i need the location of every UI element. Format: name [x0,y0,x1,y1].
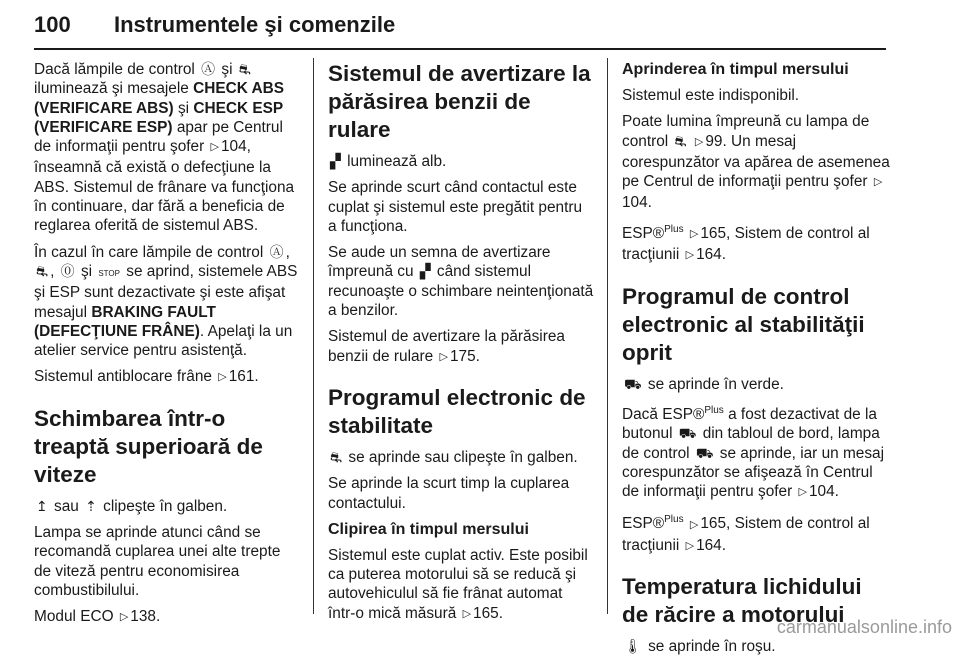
paragraph: În cazul în care lămpile de control Ⓐ , ⛐ , ⓪ şi STOP se aprind, sistemele ABS şi ESP sunt dezactivate şi este afişat mesajul BRAKING FAULT (DEFECŢIUNE FRÂNE). Apelaţi la un atelier service pentru asistenţă. [34,243,298,360]
paragraph: Sistemul de avertizare la părăsirea benzii de rulare ▷ 175. [328,327,594,368]
paragraph: Se aprinde scurt când contactul este cuplat şi sistemul este pregătit pentru a funcţiona. [328,179,583,235]
section-heading: Sistemul de avertizare la părăsirea benzii de rulare [328,61,591,142]
subsection-heading: Aprinderea în timpul mersului [622,61,849,78]
paragraph: ⛟ se aprinde în verde. [624,375,784,393]
esp-icon: ⛐ [36,262,49,279]
lane-departure-icon: ▞ [330,153,341,169]
esp-off-icon: ⛟ [624,375,642,392]
paragraph: ESP®$^{Plus}$ ▷ 165, Sistem de control al tracţiunii ▷ 164. [622,220,890,267]
esp-off-icon: ⛟ [695,444,714,461]
esp-icon: ⛐ [674,132,687,149]
page-number: 100 [34,12,71,37]
column-2 [328,60,594,632]
paragraph: Sistemul este cuplat activ. Este posibil ca puterea motorului să se reducă şi autovehiculul să fie frânat automat într-o mică măsură ▷ 165. [328,546,594,625]
lane-departure-icon: ▞ [419,263,431,280]
esp-off-icon: ⛟ [678,425,697,442]
paragraph: Sistemul este indisponibil. [622,87,800,104]
paragraph: Lampa se aprinde atunci când se recomandă cuplarea unei alte trepte de viteză pentru economisirea combustibilului. [34,524,281,599]
abs-warning-icon: Ⓐ [201,61,216,77]
paragraph: ▞ luminează alb. [330,153,447,170]
paragraph: 🌡 se aprinde în roşu. [624,638,776,656]
page-reference-triangle-icon: ▷ [218,371,227,384]
section-heading: Schimbarea într-o treaptă superioară de viteze [34,405,263,487]
page-reference-triangle-icon: ▷ [694,135,704,148]
paragraph: ESP®$^{Plus}$ ▷ 165, Sistem de control al tracţiunii ▷ 164. [622,510,890,557]
paragraph: ⛐ se aprinde sau clipeşte în galben. [330,448,578,466]
paragraph: Se aprinde la scurt timp la cuplarea contactului. [328,475,570,512]
esp-icon: ⛐ [238,61,251,77]
section-heading: Programul electronic de stabilitate [328,384,586,438]
page-reference-triangle-icon: ▷ [685,539,695,552]
page-reference-triangle-icon: ▷ [689,518,699,531]
paragraph: ↥ sau ⇡ clipeşte în galben. [36,497,228,515]
paragraph: Poate lumina împreună cu lampa de control ⛐ ▷ 99. Un mesaj corespunzător va apărea de asemenea pe Centrul de informaţii pentru şofer ▷104. [622,113,890,212]
column-divider [607,58,608,614]
page-reference-triangle-icon: ▷ [798,486,807,499]
column-divider [313,58,314,614]
page-reference-triangle-icon: ▷ [439,350,448,363]
paragraph: Modul ECO ▷ 138. [34,607,300,628]
abs-warning-icon: Ⓐ [269,243,284,260]
page-header [34,8,886,50]
column-3 [622,60,890,663]
page-reference-triangle-icon: ▷ [873,176,883,189]
subsection-heading: Clipirea în timpul mersului [328,520,529,538]
coolant-temperature-icon: 🌡 [624,638,642,655]
page-reference-triangle-icon: ▷ [689,227,699,240]
watermark: carmanualsonline.info [776,617,952,637]
running-title: Instrumentele şi comenzile [114,12,396,37]
paragraph: Dacă lămpile de control Ⓐ şi ⛐ iluminează şi mesajele CHECK ABS (VERIFICARE ABS) şi CHECK ESP (VERIFICARE ESP) apar pe Centrul de informaţii pentru şofer ▷ 104, înseamnă că există o defecţiune la ABS. Sistemul de frânare va funcţiona în continuare, dar fără a beneficia de reglarea oferită de sistemul ABS. [34,61,295,235]
esp-icon: ⛐ [330,448,343,465]
upshift-arrow-icon: ⇡ [85,497,97,514]
column-1 [34,60,300,636]
paragraph: Sistemul antiblocare frâne ▷ 161. [34,367,300,388]
page-reference-triangle-icon: ▷ [462,607,472,620]
paragraph: Se aude un semna de avertizare împreună cu ▞ când sistemul recunoaşte o schimbare neintenţionată a benzilor. [328,244,594,320]
page-reference-triangle-icon: ▷ [685,249,695,262]
section-heading: Programul de control electronic al stabilităţii oprit [622,283,865,365]
upshift-arrow-icon: ↥ [36,497,48,514]
stop-icon: STOP [98,268,120,278]
brake-icon: ⓪ [60,262,75,279]
page-reference-triangle-icon: ▷ [119,611,129,624]
page-reference-triangle-icon: ▷ [210,141,219,154]
paragraph: Dacă ESP®$^{Plus}$ a fost dezactivat de la butonul ⛟ din tabloul de bord, lampa de control ⛟ se aprinde, iar un mesaj corespunzător se afişează în Centrul de informaţii pentru şofer ▷ 104. [622,401,890,504]
section-heading: Temperatura lichidului de răcire a motorului [622,574,862,628]
